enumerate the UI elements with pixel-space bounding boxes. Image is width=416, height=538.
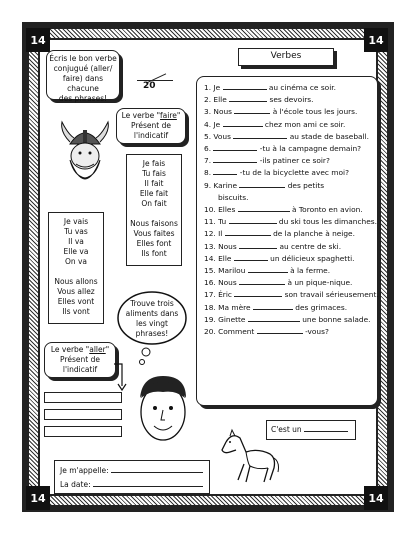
faire-subtitle: Présent de <box>131 121 171 130</box>
conj-line: Vous allez <box>57 287 95 296</box>
sentence-number: 6. <box>204 144 212 154</box>
conj-line: Il fait <box>144 179 164 188</box>
aller-title-box: Le verbe "aller" Présent de l'indicatif <box>44 342 116 378</box>
sentence-number: 11. <box>204 217 216 227</box>
conj-line: Elle fait <box>139 189 169 198</box>
page-title: Verbes <box>270 51 302 61</box>
sentence-row <box>204 94 380 106</box>
boy-face-illustration <box>132 372 194 450</box>
food-answer-2[interactable] <box>44 409 122 420</box>
sentence-end: au stade de baseball. <box>289 131 369 141</box>
sentence-start: Nous <box>213 107 233 117</box>
conj-line: Nous faisons <box>130 219 178 228</box>
verb-blank[interactable] <box>257 326 303 334</box>
bubble-line: aliments dans <box>125 309 179 318</box>
sentence-end: des petits <box>287 180 325 190</box>
bubble-line: Trouve trois <box>130 299 174 308</box>
sentence-end: à l'école tous les jours. <box>272 107 358 117</box>
sentence-number: 15. <box>204 266 216 276</box>
conj-line: Elle va <box>63 247 89 256</box>
sentence-row <box>204 326 380 338</box>
sentence-number: 17. <box>204 290 216 300</box>
sentence-row <box>204 253 380 265</box>
conj-line: Je fais <box>142 159 166 168</box>
sentence-row <box>204 289 380 301</box>
instructions-line: faire) dans chacune <box>62 74 104 93</box>
sentence-row <box>204 143 380 155</box>
aller-conjugation-box <box>48 212 104 324</box>
instructions-box <box>46 50 120 103</box>
bubble-line: phrases! <box>135 329 169 338</box>
sentence-start: Elle <box>213 95 227 105</box>
verb-blank[interactable] <box>213 167 237 175</box>
sentence-end: à Toronto en avion. <box>292 205 363 215</box>
sentence-start: Ginette <box>218 314 246 324</box>
sentence-start: Comment <box>218 327 255 337</box>
sentence-start: Vous <box>213 131 231 141</box>
name-field[interactable] <box>111 465 203 473</box>
sentence-row <box>204 106 380 118</box>
sentence-end: chez mon ami ce soir. <box>264 119 346 129</box>
conj-line: On fait <box>141 199 167 208</box>
sentence-number: 20. <box>204 327 216 337</box>
conj-line: Vous faites <box>133 229 175 238</box>
sentence-end: -vous? <box>305 327 329 337</box>
sentence-number: 19. <box>204 314 216 324</box>
sentence-end: de la planche à neige. <box>273 229 355 239</box>
score-area <box>137 72 173 92</box>
sentence-row <box>204 180 380 192</box>
verb-blank[interactable] <box>253 302 293 310</box>
verb-blank[interactable] <box>234 106 270 114</box>
sentence-number: 3. <box>204 107 212 117</box>
sentence-start: Karine <box>213 180 237 190</box>
cest-un-label: C'est un <box>271 425 302 434</box>
verb-blank[interactable] <box>239 277 285 285</box>
page-number-bottom-left: 14 <box>26 486 50 510</box>
sentence-row <box>204 131 380 143</box>
sentence-start: Tu <box>218 217 227 227</box>
verb-blank[interactable] <box>248 265 288 273</box>
sentence-row <box>204 265 380 277</box>
bubble-line: les vingt <box>136 319 168 328</box>
food-answer-blanks <box>44 392 122 443</box>
verb-blank[interactable] <box>223 119 263 127</box>
date-field[interactable] <box>93 479 203 487</box>
verb-blank[interactable] <box>223 82 267 90</box>
sentence-row <box>204 167 380 179</box>
page-number-top-right: 14 <box>364 28 388 52</box>
sentence-number: 10. <box>204 205 216 215</box>
sentence-end: au centre de ski. <box>279 241 342 251</box>
conj-line: Elles font <box>136 239 172 248</box>
sentence-number: 12. <box>204 229 216 239</box>
sentence-number: 9. <box>204 180 212 190</box>
verb-blank[interactable] <box>213 155 257 163</box>
verb-aller: aller <box>89 345 106 354</box>
aller-subtitle-2: l'indicatif <box>62 365 98 374</box>
sentence-start: Marilou <box>218 266 246 276</box>
date-label: La date: <box>60 480 91 489</box>
conj-line: Nous allons <box>54 277 98 286</box>
student-info-box <box>54 460 210 494</box>
verb-blank[interactable] <box>234 253 268 261</box>
sentence-row <box>204 302 380 314</box>
sentence-end: une bonne salade. <box>302 314 371 324</box>
sentence-start: Je <box>213 119 221 129</box>
sentence-start: Elle <box>218 253 232 263</box>
aller-subtitle: Présent de <box>60 355 100 364</box>
sentence-number: 13. <box>204 241 216 251</box>
sentence-end: du ski tous les dimanches. <box>278 217 377 227</box>
cest-un-blank[interactable] <box>304 424 348 432</box>
faire-conjugation-box <box>126 154 182 266</box>
sentence-end: -tu de la bicyclette avec moi? <box>239 168 349 178</box>
instructions-line: des phrases! <box>58 94 108 103</box>
sentence-end: à un pique-nique. <box>287 278 353 288</box>
verb-blank[interactable] <box>229 94 267 102</box>
food-answer-1[interactable] <box>44 392 122 403</box>
sentence-end: -ils patiner ce soir? <box>259 156 330 166</box>
conj-line: Ils vont <box>62 307 90 316</box>
sentence-row <box>204 241 380 253</box>
title-box <box>238 48 334 66</box>
sentence-start: biscuits. <box>218 192 249 202</box>
arrow-icon <box>112 362 128 392</box>
conj-line: Tu fais <box>142 169 166 178</box>
sentence-row <box>204 119 380 131</box>
verb-blank[interactable] <box>225 228 271 236</box>
sentence-number: 7. <box>204 156 212 166</box>
sentence-number: 5. <box>204 131 212 141</box>
score-blank[interactable] <box>137 72 173 81</box>
sentence-row <box>204 314 380 326</box>
instructions-line: Écris le bon verbe <box>49 54 117 63</box>
sentence-start: Je <box>213 83 221 92</box>
sentence-start: Nous <box>218 278 237 288</box>
horse-illustration <box>218 428 280 486</box>
verb-faire: faire <box>160 111 177 120</box>
conj-line: Elles vont <box>57 297 95 306</box>
sentence-row <box>204 82 380 94</box>
sentence-start: Ma mère <box>218 302 251 312</box>
instructions-line: conjugué (aller/ <box>53 64 113 73</box>
sentence-end: au cinéma ce soir. <box>268 83 336 92</box>
sentence-row <box>204 192 380 204</box>
sentence-number: 14. <box>204 253 216 263</box>
sentence-number: 4. <box>204 119 212 129</box>
sentence-row <box>204 228 380 240</box>
page-number-bottom-right: 14 <box>364 486 388 510</box>
faire-title-box: Le verbe "faire" Présent de l'indicatif <box>116 108 186 144</box>
sentence-number: 8. <box>204 168 212 178</box>
verb-blank[interactable] <box>229 216 277 224</box>
verb-blank[interactable] <box>238 204 290 212</box>
verb-blank[interactable] <box>234 289 282 297</box>
sentence-start: Elles <box>218 205 236 215</box>
conj-line: On va <box>64 257 88 266</box>
score-total: 20 <box>143 81 156 91</box>
sentence-number: 16. <box>204 278 216 288</box>
sentence-start: Nous <box>218 241 237 251</box>
sentence-end: des grimaces. <box>295 302 348 312</box>
verb-blank[interactable] <box>248 314 300 322</box>
conj-line: Ils font <box>141 249 167 258</box>
verb-blank[interactable] <box>239 241 277 249</box>
food-answer-3[interactable] <box>44 426 122 437</box>
page-number-top-left: 14 <box>26 28 50 52</box>
sentence-end: à la ferme. <box>290 266 331 276</box>
viking-illustration <box>56 118 114 198</box>
verb-blank[interactable] <box>213 143 257 151</box>
sentence-number: 18. <box>204 302 216 312</box>
sentence-end: son travail sérieusement. <box>284 290 379 300</box>
verb-blank[interactable] <box>239 180 285 188</box>
faire-subtitle-2: l'indicatif <box>133 131 169 140</box>
sentence-list <box>204 82 380 338</box>
conj-line: Il va <box>68 237 84 246</box>
sentence-number: 1. <box>204 83 212 92</box>
conj-line: Je vais <box>63 217 89 226</box>
name-label: Je m'appelle: <box>60 466 109 475</box>
sentence-start: Éric <box>218 290 232 300</box>
sentence-row <box>204 204 380 216</box>
bubble-text <box>122 299 182 339</box>
sentence-row <box>204 155 380 167</box>
verb-blank[interactable] <box>233 131 287 139</box>
sentence-end: -tu à la campagne demain? <box>259 144 362 154</box>
sentence-row <box>204 216 380 228</box>
sentence-end: ses devoirs. <box>269 95 314 105</box>
sentence-start: Il <box>218 229 223 239</box>
conj-line: Tu vas <box>64 227 88 236</box>
sentence-end: un délicieux spaghetti. <box>270 253 355 263</box>
sentence-number: 2. <box>204 95 212 105</box>
sentence-row <box>204 277 380 289</box>
